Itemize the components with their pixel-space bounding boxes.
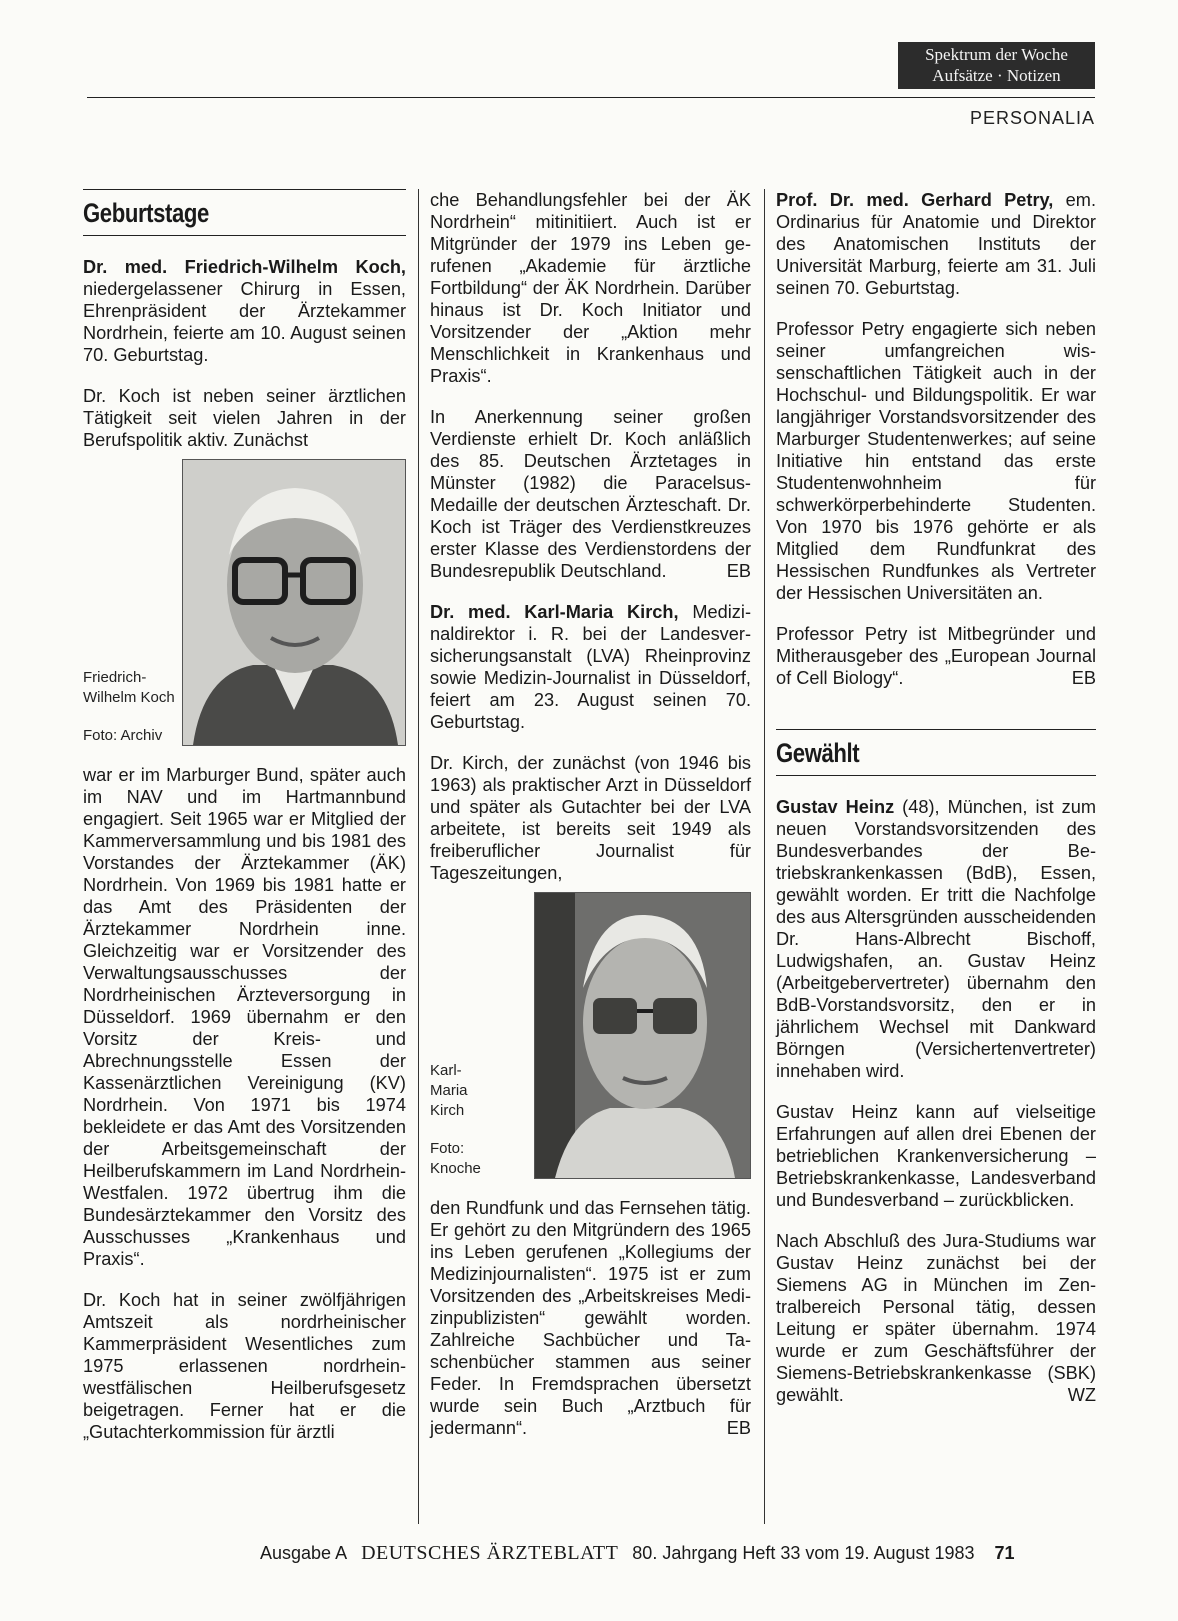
article-text: Medizinaldirektor i. R. bei der Landesversicherungsanstalt (LVA) Rheinprovinz sowie Medizin-Journalist in Düsseldorf, feiert am 23. August seinen 70. Geburtstag. — [430, 602, 751, 732]
section-label: PERSONALIA — [969, 108, 1095, 128]
article-koch-p3: war er im Marburger Bund, später auch im NAV und im Hartmannbund engagiert. Seit 1965 war er Mitglied der Kammerversammlung und bis 1981 des Vorstandes der Ärztekammer (ÄK) Nordrhein. Von 1969 bis 1981 hatte er das Amt des Präsidenten der Ärztekammer Nordrhein inne. Gleichzeitig war er Vorsitzender des Verwaltungsausschusses der Nordrheinischen Ärzteversorgung in Düsseldorf. 1969 übernahm er den Vorsitz der Kreis- und Abrechnungsstelle Essen der Kassenärztlichen Vereinigung (KV) Nordrhein. Von 1971 bis 1974 bekleidete er das Amt des Vorsitzenden der Arbeitsgemeinschaft der Heilberufskammern im Land Nordrhein-Westfalen. 1972 übertrug ihm die Bundesärztekammer den Vorsitz des Ausschusses „Krankenhaus und Praxis“. — [83, 765, 406, 1269]
photo-caption-kirch — [430, 1061, 534, 1179]
heading-rule-bottom — [83, 235, 406, 236]
column-2 — [430, 189, 751, 1458]
article-text: den Rundfunk und das Fernsehen tätig. Er gehört zu den Mitgründern des 1965 ins Leben gerufenen „Kollegiums der Medizinjournalisten“. 1975 ist er zum Vorsitzenden des „Arbeitskreises Medizinpublizisten“ gewählt worden. Zahlreiche Sachbücher und Taschenbücher stammen aus seiner Feder. In Fremdsprachen übersetzt wurde sein Buch „Arztbuch für jedermann“. — [430, 1198, 751, 1438]
article-text: em. Ordinarius für Anatomie und Direktor des Anatomischen Instituts der Universität Marburg, feierte am 31. Juli seinen 70. Geburtstag. — [776, 190, 1096, 298]
portrait-kirch-illustration — [535, 893, 750, 1178]
page-footer — [260, 1542, 1096, 1565]
author-sign-eb: EB — [726, 1418, 751, 1438]
heading-block-geburtstage — [83, 189, 406, 236]
person-name-koch: Dr. med. Friedrich-Wilhelm Koch, — [83, 257, 406, 277]
footer-issue: 80. Jahrgang Heft 33 vom 19. August 1983 — [632, 1543, 975, 1563]
article-petry-p3 — [776, 623, 1096, 689]
article-petry-intro — [776, 189, 1096, 299]
article-koch-p2: Dr. Koch ist neben seiner ärztlichen Tätigkeit seit vielen Jahren in der Berufspolitik aktiv. Zunächst — [83, 386, 406, 450]
person-name-heinz: Gustav Heinz — [776, 797, 895, 817]
heading-rule-top — [83, 189, 406, 190]
article-koch-p5: che Behandlungsfehler bei der ÄK Nordrhein“ mitinitiiert. Auch ist er Mitgründer der 1979 ins Leben gerufenen „Akademie für ärztliche Fortbildung“ der ÄK Nordrhein. Darüber hinaus ist Dr. Koch Initiator und Vorsitzender der „Aktion mehr Menschlichkeit in Krankenhaus und Praxis“. — [430, 190, 751, 386]
article-kirch-p3 — [430, 1197, 751, 1439]
article-heinz-p2: Gustav Heinz kann auf vielseitige Erfahrungen auf allen drei Ebenen der betrieblichen Krankenversicherung – Betriebskrankenkasse, Landesverband und Bundesverband – zurückblicken. — [776, 1102, 1096, 1210]
footer-edition: Ausgabe A — [260, 1543, 348, 1563]
article-koch-p6 — [430, 406, 751, 582]
masthead-line2: Aufsätze · Notizen — [932, 66, 1061, 85]
masthead-line1: Spektrum der Woche — [925, 45, 1068, 64]
article-text: (48), München, ist zum neuen Vorstandsvorsitzenden des Bundesverbandes der Betriebskrankenkassen (BdB), Essen, gewählt worden. Er tritt die Nachfolge des aus Altersgründen ausscheidenden Dr. Hans-Albrecht Bischoff, Ludwigshafen, an. Gustav Heinz (Arbeitgebervertreter) übernahm den BdB-Vorstandsvorsitz, den er in jährlichem Wechsel mit Dankward Börngen (Versichertenvertreter) innehaben wird. — [776, 797, 1096, 1081]
portrait-koch-illustration — [183, 460, 405, 745]
heading-rule-bottom — [776, 775, 1096, 776]
author-sign-eb: EB — [1071, 668, 1096, 688]
column-divider-2 — [764, 189, 765, 1524]
article-koch-intro — [83, 256, 406, 366]
photo-row-koch — [83, 459, 406, 746]
person-name-kirch: Dr. med. Karl-Maria Kirch, — [430, 602, 679, 622]
article-koch-p4: Dr. Koch hat in seiner zwölfjährigen Amtszeit als nordrheinischer Kammerpräsident Wesentliches zum 1975 erlassenen nordrheinwestfälischen Heilberufsgesetz beigetragen. Ferner hat er die „Gutachterkommission für ärztli — [83, 1290, 406, 1442]
article-text: niedergelassener Chirurg in Essen, Ehrenpräsident der Ärztekammer Nordrhein, feierte am 10. August seinen 70. Geburtstag. — [83, 279, 406, 365]
photo-row-kirch — [430, 892, 751, 1179]
caption-credit: Foto: Knoche — [430, 1140, 481, 1177]
portrait-photo-koch — [182, 459, 406, 746]
masthead-box — [898, 42, 1095, 89]
caption-credit: Foto: Archiv — [83, 727, 163, 744]
caption-name: Karl-Maria Kirch — [430, 1062, 468, 1119]
article-text: In Anerkennung seiner großen Verdienste erhielt Dr. Koch anläßlich des 85. Deutschen Ärztetages in Münster (1982) die Paracelsus-Medaille der deutschen Ärzteschaft. Dr. Koch ist Träger des Verdienstkreuzes erster Klasse des Verdienstordens der Bundesrepublik Deutschland. — [430, 407, 751, 581]
heading-rule-top — [776, 729, 1096, 730]
column-3 — [776, 189, 1096, 1425]
caption-name: Friedrich-Wilhelm Koch — [83, 669, 175, 706]
article-heinz-p3 — [776, 1230, 1096, 1406]
footer-magazine-title: DEUTSCHES ÄRZTEBLATT — [361, 1542, 619, 1564]
section-heading-gewaehlt: Gewählt — [776, 738, 860, 768]
photo-caption-koch — [83, 668, 182, 746]
heading-block-gewaehlt — [776, 729, 1096, 776]
article-kirch-intro — [430, 601, 751, 733]
column-divider-1 — [418, 189, 419, 1524]
author-sign-wz: WZ — [1067, 1385, 1096, 1405]
author-sign-eb: EB — [726, 561, 751, 581]
article-heinz-intro — [776, 796, 1096, 1082]
column-1 — [83, 189, 406, 1462]
page-number: 71 — [994, 1543, 1015, 1563]
section-heading-geburtstage: Geburtstage — [83, 198, 209, 228]
article-kirch-p2: Dr. Kirch, der zunächst (von 1946 bis 1963) als praktischer Arzt in Düsseldorf und später als Gutachter bei der LVA arbeitete, ist bereits seit 1949 als freiberuflicher Journalist für Tageszeitungen, — [430, 753, 751, 883]
person-name-petry: Prof. Dr. med. Gerhard Petry, — [776, 190, 1054, 210]
article-text: Professor Petry ist Mitbegründer und Mitherausgeber des „European Journal of Cell Biology“. — [776, 624, 1096, 688]
top-rule — [87, 97, 1095, 98]
article-text: Nach Abschluß des Jura-Studiums war Gustav Heinz zunächst bei der Siemens AG in München im Zentralbereich Personal tätig, dessen Leitung er später übernahm. 1974 wurde er zum Geschäftsführer der Siemens-Betriebskrankenkasse (SBK) gewählt. — [776, 1231, 1096, 1405]
portrait-photo-kirch — [534, 892, 751, 1179]
article-petry-p2: Professor Petry engagierte sich neben seiner umfangreichen wissenschaftlichen Tätigkeit auch in der Hochschul- und Bildungspolitik. Er war langjähriger Vorstandsvorsitzender des Marburger Studentenwerkes; auf seine Initiative hin entstand das erste Studentenwohnheim für schwerkörperbehinderte Studenten. Von 1970 bis 1976 gehörte er als Mitglied dem Rundfunkrat des Hessischen Rundfunkes als Vertreter der Hessischen Universitäten an. — [776, 319, 1096, 603]
